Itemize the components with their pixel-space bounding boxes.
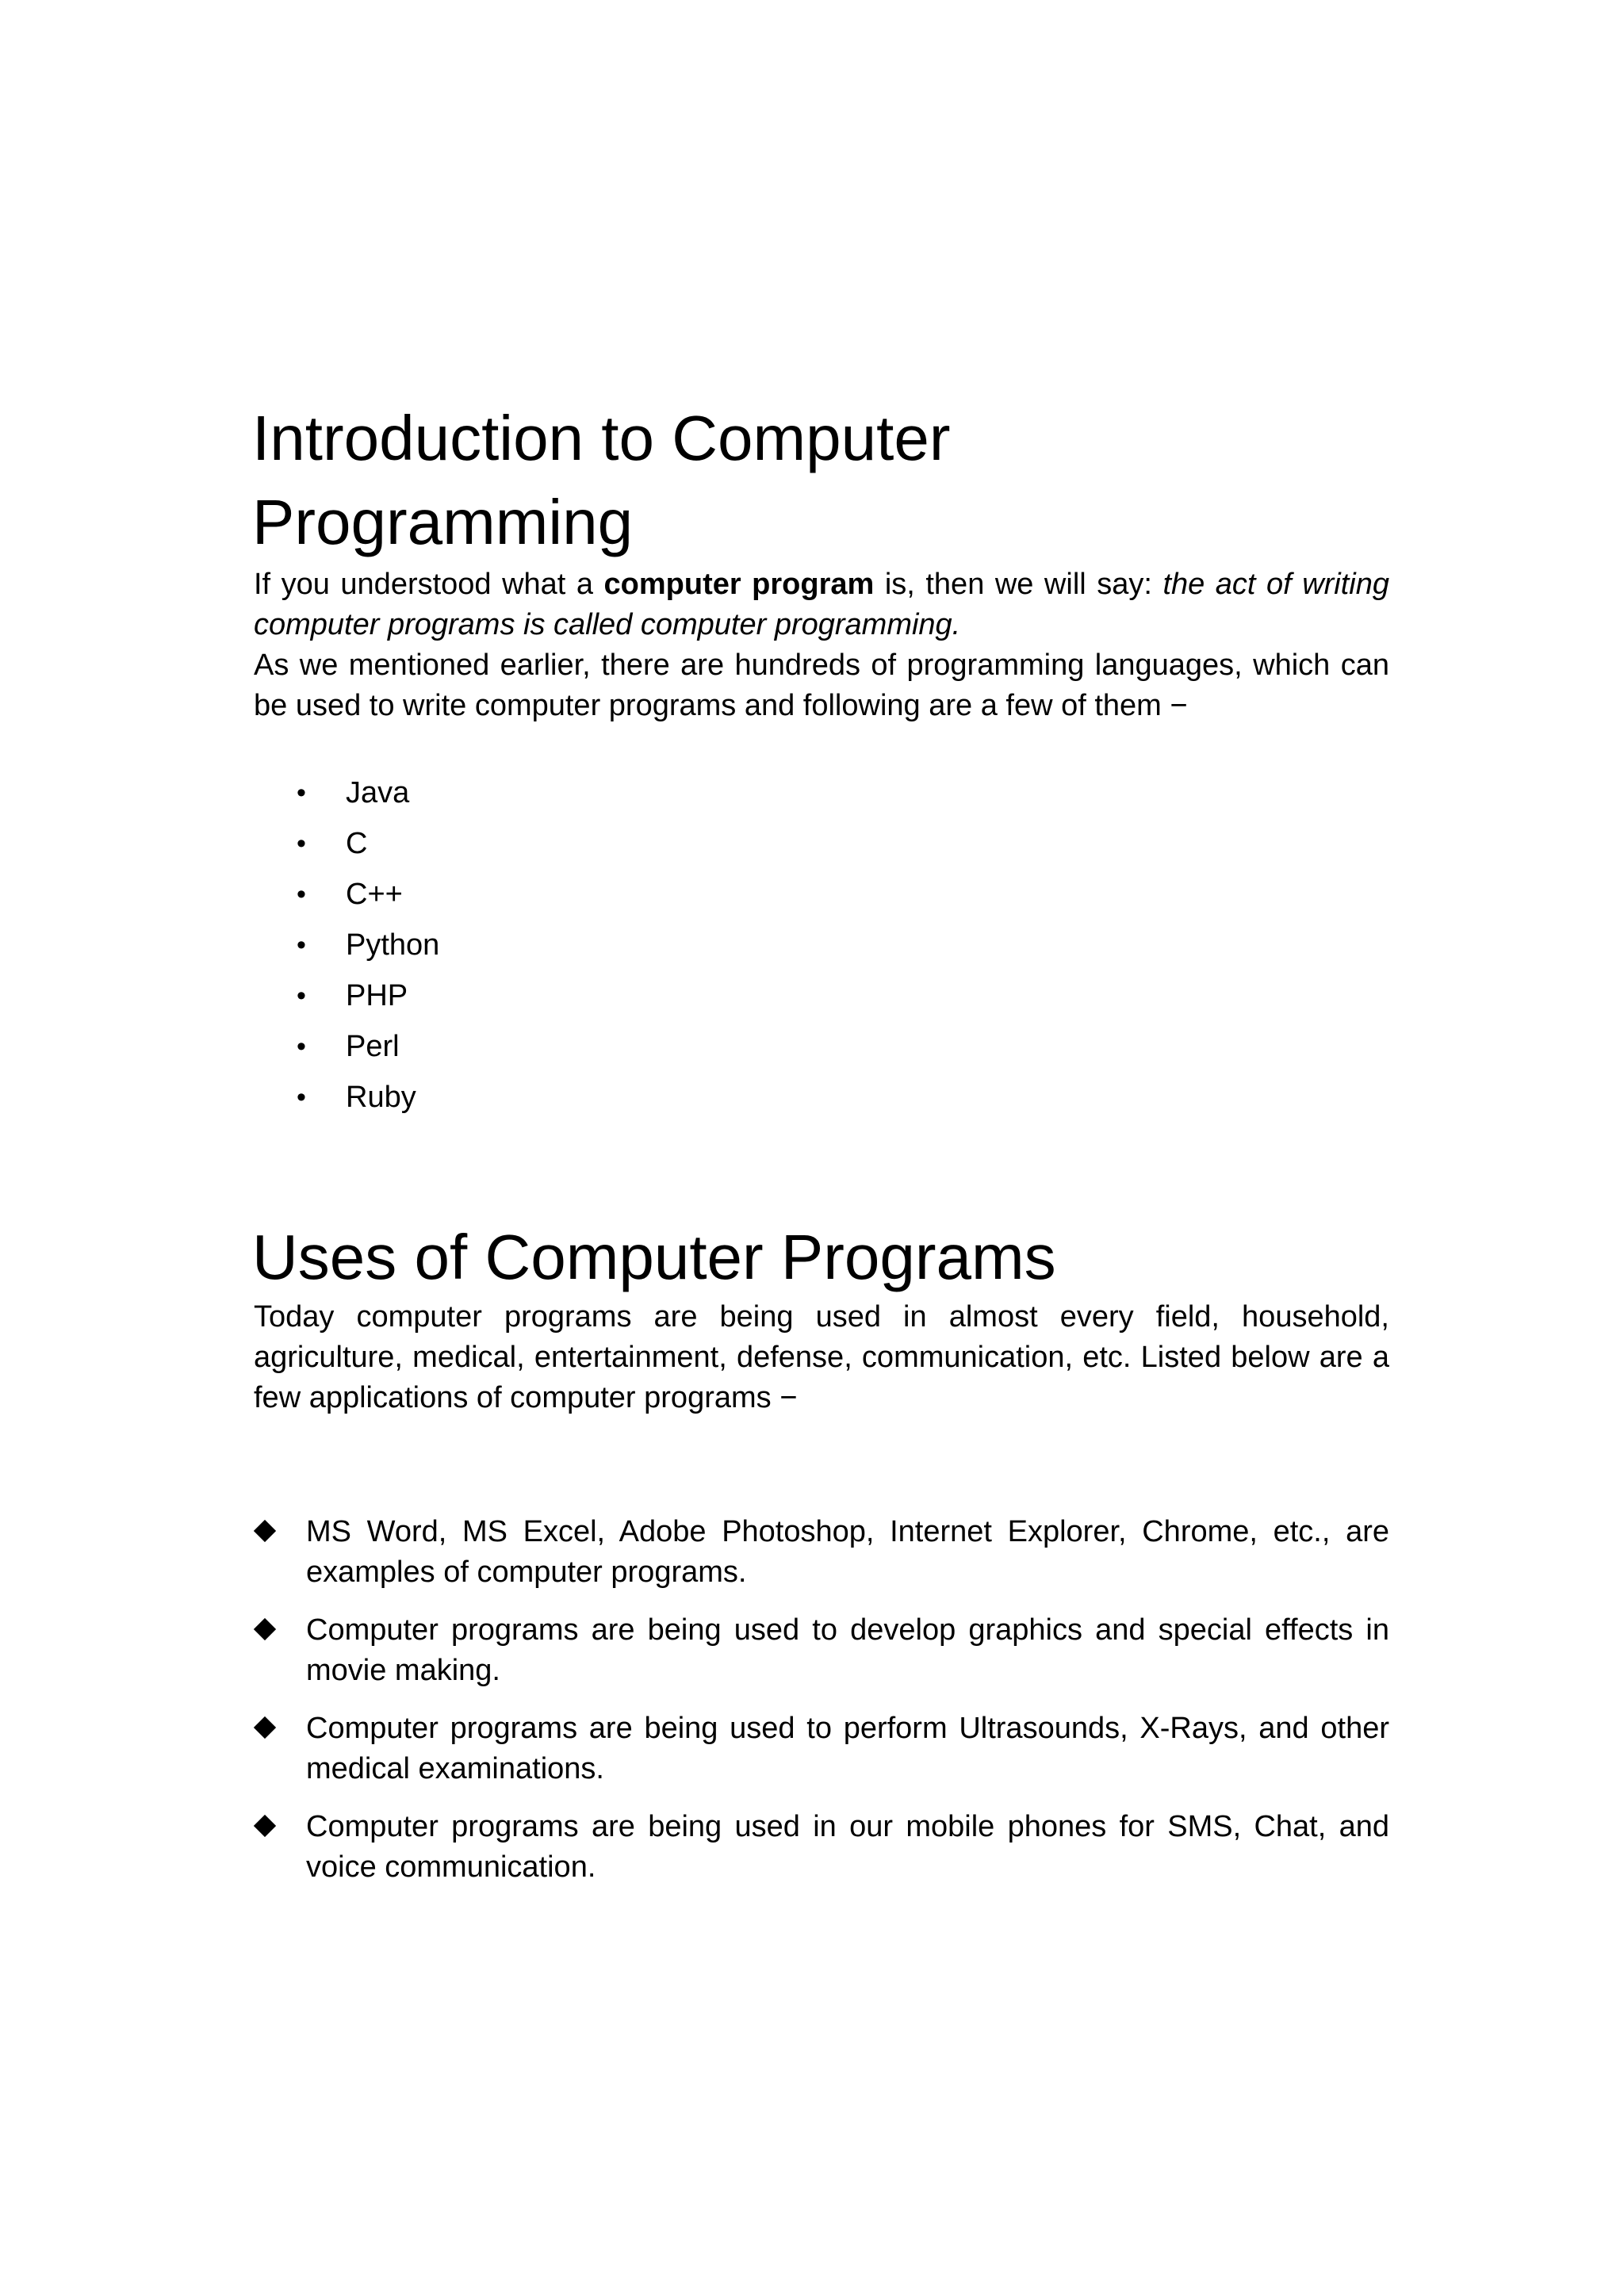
application-text: MS Word, MS Excel, Adobe Photoshop, Internet Explorer, Chrome, etc., are examples of computer programs. <box>306 1515 1389 1589</box>
bullet-icon: • <box>297 981 306 1011</box>
list-item <box>252 970 1389 1021</box>
bullet-icon: • <box>297 828 306 859</box>
list-item <box>252 920 1389 970</box>
language-name: PHP <box>346 979 408 1012</box>
page-title: Introduction to Computer Programming <box>252 403 951 557</box>
diamond-bullet-icon <box>254 1815 276 1837</box>
list-item <box>252 1072 1389 1123</box>
list-item <box>252 1807 1389 1888</box>
list-item <box>252 1709 1389 1789</box>
language-name: Ruby <box>346 1081 416 1114</box>
list-item <box>252 1610 1389 1691</box>
list-item <box>252 818 1389 869</box>
diamond-bullet-icon <box>254 1520 276 1542</box>
applications-list <box>252 1512 1389 1888</box>
language-list <box>252 767 1389 1123</box>
list-item <box>252 1512 1389 1593</box>
list-item <box>252 1021 1389 1072</box>
list-item <box>252 869 1389 920</box>
bullet-icon: • <box>297 778 306 808</box>
intro-text-before: If you understood what a <box>254 568 604 601</box>
intro-paragraph-1 <box>252 564 1389 645</box>
intro-italic-definition: the act of writing computer programs is called computer programming. <box>254 568 1390 641</box>
application-text: Computer programs are being used to perform Ultrasounds, X-Rays, and other medical examinations. <box>306 1712 1389 1785</box>
application-text: Computer programs are being used to develop graphics and special effects in movie making. <box>306 1613 1389 1687</box>
bullet-icon: • <box>297 1082 306 1112</box>
language-name: Python <box>346 928 440 962</box>
bullet-icon: • <box>297 879 306 909</box>
intro-bold-term: computer program <box>603 568 875 601</box>
language-name: Perl <box>346 1030 400 1063</box>
bullet-icon: • <box>297 1031 306 1062</box>
diamond-bullet-icon <box>254 1618 276 1640</box>
list-item <box>252 767 1389 818</box>
section-heading: Uses of Computer Programs <box>252 1222 1056 1292</box>
bullet-icon: • <box>297 930 306 960</box>
language-name: C <box>346 827 368 860</box>
language-name: Java <box>346 776 410 809</box>
page-content <box>252 396 1389 1905</box>
application-text: Computer programs are being used in our mobile phones for SMS, Chat, and voice communication. <box>306 1810 1389 1884</box>
uses-paragraph: Today computer programs are being used in almost every field, household, agriculture, medical, entertainment, defense, communication, etc. Listed below are a few applications of computer programs − <box>254 1300 1389 1414</box>
diamond-bullet-icon <box>254 1716 276 1739</box>
language-name: C++ <box>346 878 403 911</box>
uses-section <box>252 1218 1389 1888</box>
intro-paragraph-2: As we mentioned earlier, there are hundreds of programming languages, which can be used to write computer programs and following are a few of them − <box>254 649 1389 722</box>
intro-text-middle: is, then we will say: <box>874 568 1163 601</box>
